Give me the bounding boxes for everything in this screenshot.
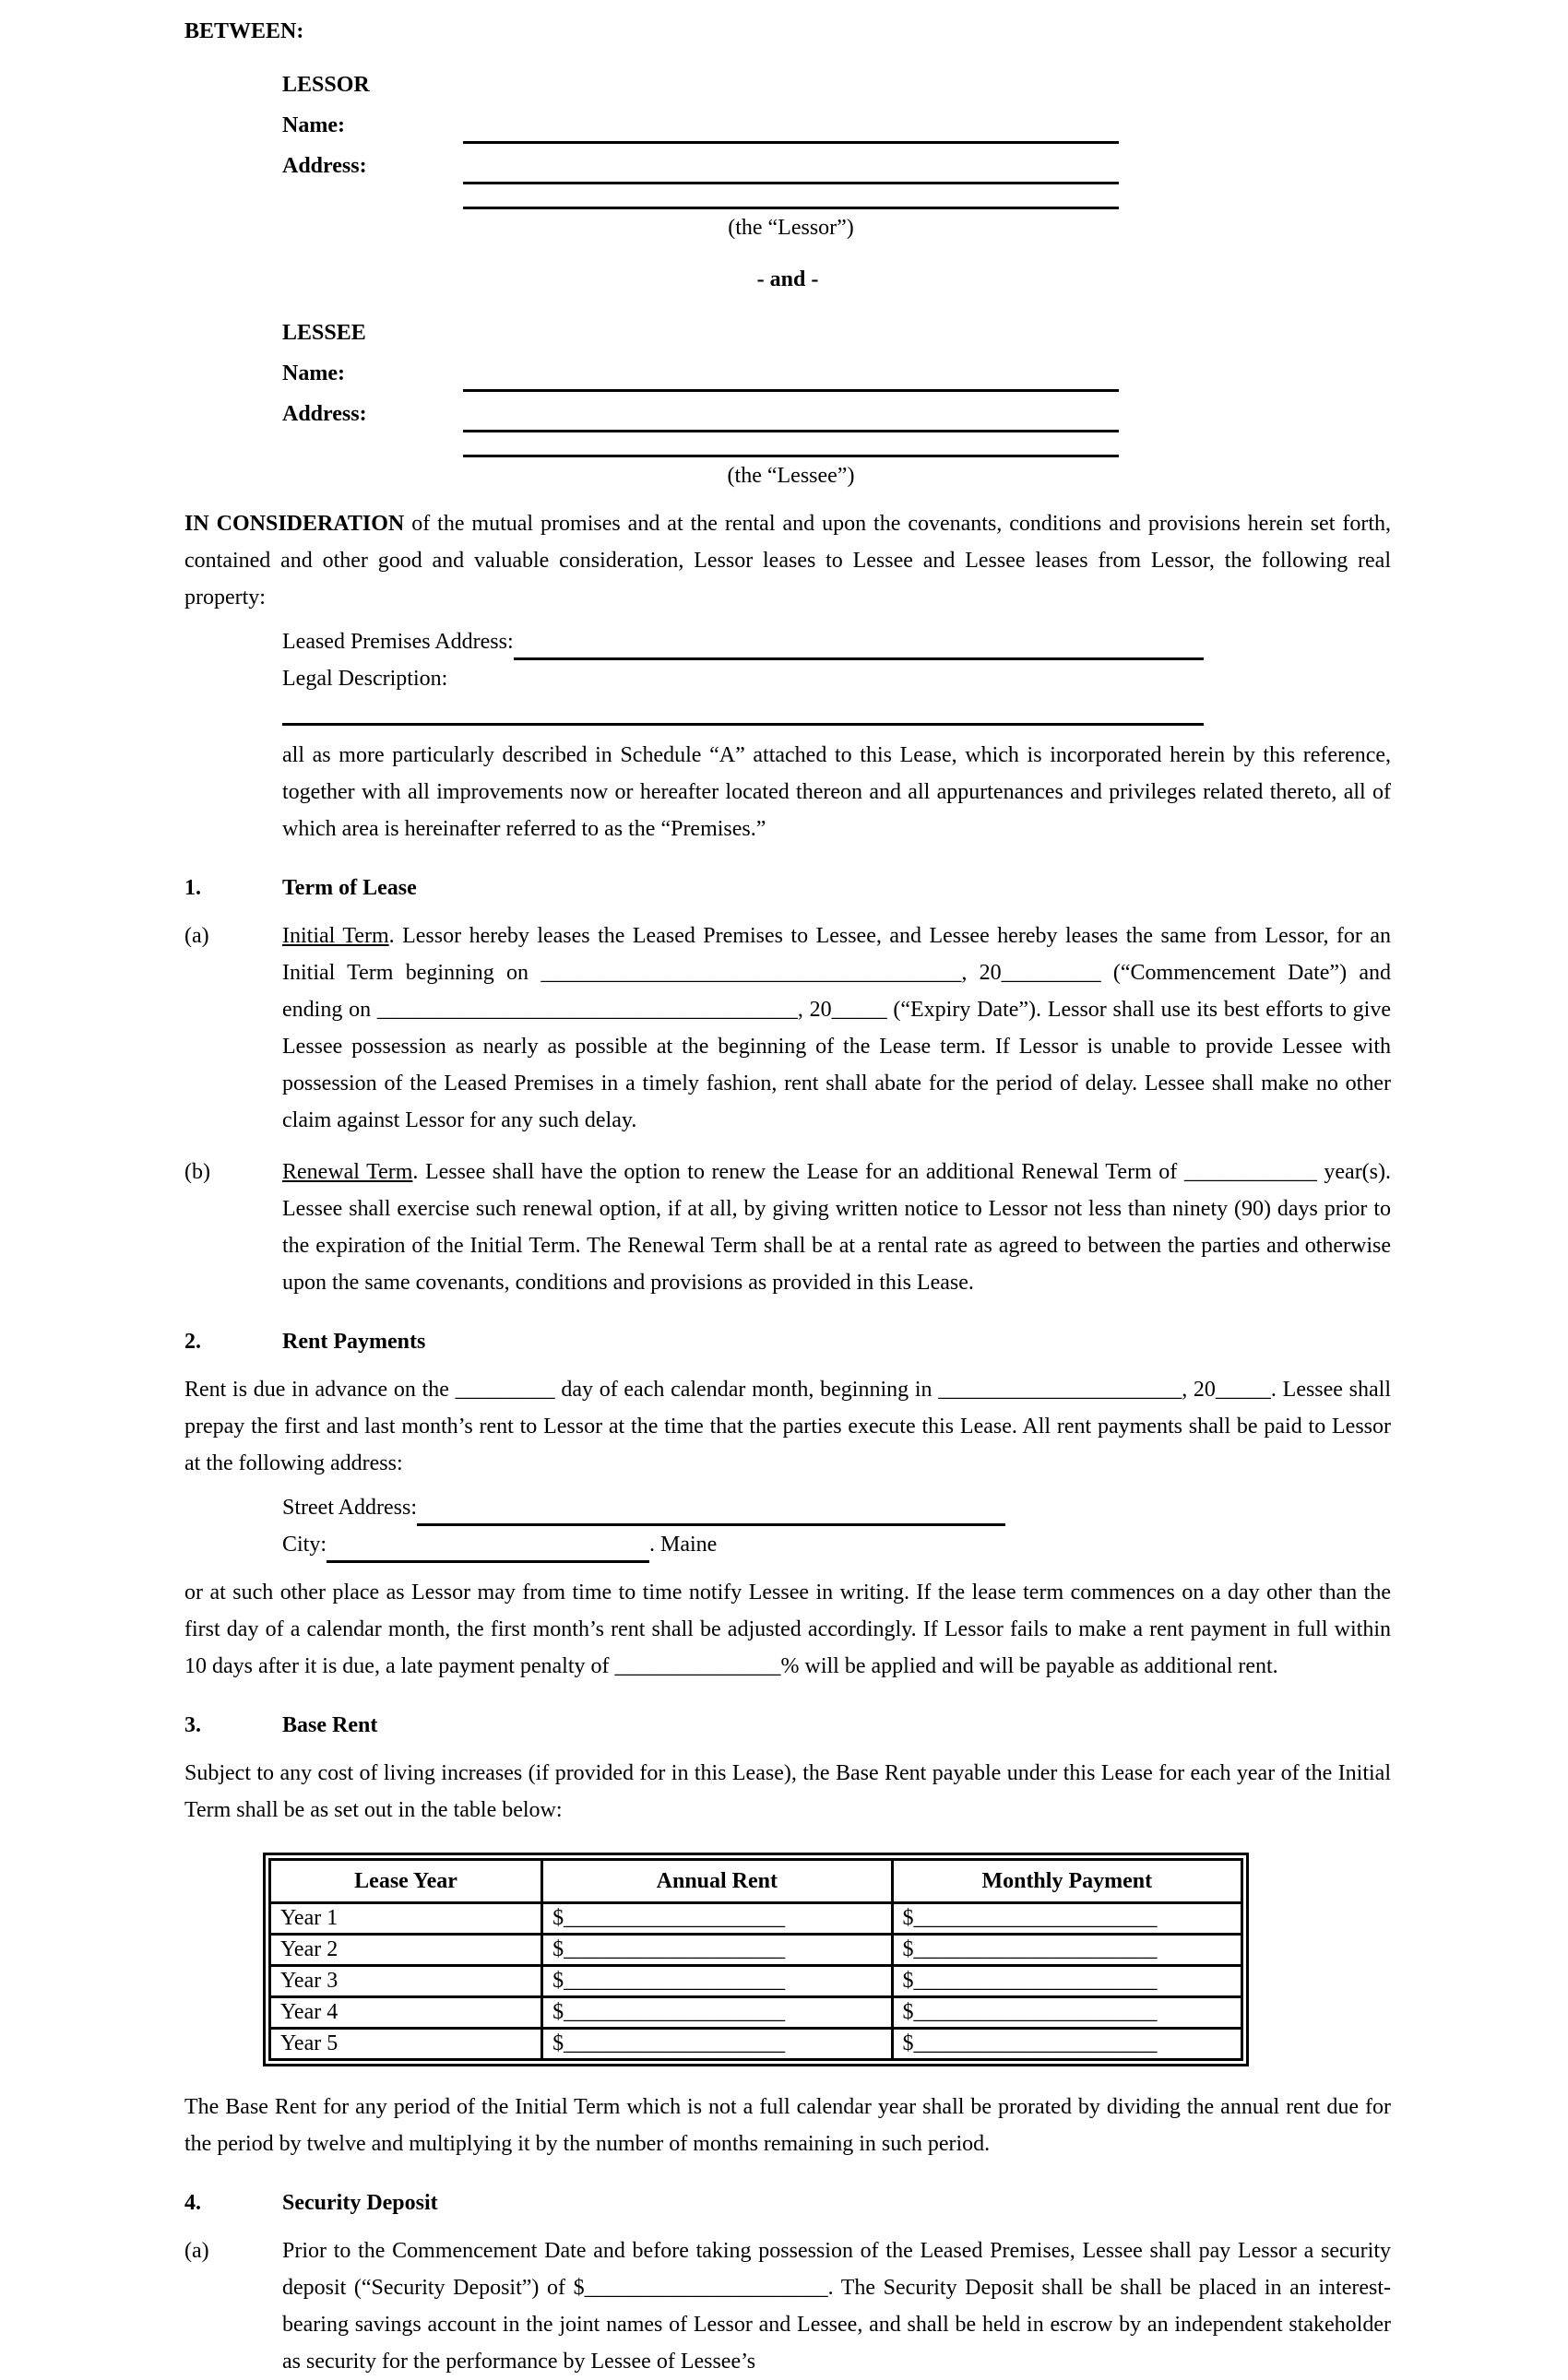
- lessee-name-label: Name:: [282, 361, 345, 385]
- lessor-name-fill-line[interactable]: [463, 107, 1119, 144]
- section-1-number: 1.: [184, 876, 201, 900]
- security-deposit-paragraph: Prior to the Commencement Date and before taking possession of the Leased Premises, Lessee shall pay Lessor a security deposit (“Security Deposit”) of $______________________. The Security Deposit shall be shall be placed in an interest-bearing savings account in the joint names of Lessor and Lessee, and shall be held in escrow by an independent stakeholder as security for the performance by Lessee of Lessee’s: [282, 2239, 1391, 2374]
- cell-annual-rent-blank[interactable]: $____________________: [542, 1966, 892, 1997]
- city-fill-line[interactable]: [327, 1526, 649, 1563]
- cell-monthly-payment-blank[interactable]: $______________________: [892, 1997, 1241, 2029]
- section-4-title: Security Deposit: [282, 2191, 438, 2215]
- lessor-name-label: Name:: [282, 113, 345, 137]
- table-row-year-2: [270, 1935, 1242, 1966]
- consideration-text: of the mutual promises and at the rental and upon the covenants, conditions and provisions herein set forth, contained and other good and valuable consideration, Lessor leases to Lessee and Lessee leases from Lessor, the following real property:: [184, 512, 1391, 610]
- rent-intro-paragraph: Rent is due in advance on the _________ day of each calendar month, beginning in ______________________, 20_____. Lessee shall prepay the first and last month’s rent to Lessor at the time that the parties execute this Lease. All rent payments shall be paid to Lessor at the following address:: [184, 1378, 1391, 1475]
- cell-annual-rent-blank[interactable]: $____________________: [542, 1903, 892, 1935]
- lessor-address-continuation-line[interactable]: [463, 184, 1119, 209]
- initial-term-text: . Lessor hereby leases the Leased Premises to Lessee, and Lessee hereby leases the same from Lessor, for an Initial Term beginning on ______________________________________, 20_________ (“Commencement Date”) and ending on ______________________________________, 20_____ (“Expiry Date”). Lessor shall use its best efforts to give Lessee possession as nearly as possible at the beginning of the Lease term. If Lessor is unable to provide Lessee with possession of the Leased Premises in a timely fashion, rent shall abate for the period of delay. Lessee shall make no other claim against Lessor for any such delay.: [282, 924, 1392, 1132]
- lessee-address-label: Address:: [282, 402, 367, 426]
- base-rent-intro-paragraph: Subject to any cost of living increases (if provided for in this Lease), the Base Rent payable under this Lease for each year of the Initial Term shall be as set out in the table below:: [184, 1761, 1391, 1822]
- section-4-item-a: [184, 2232, 1391, 2380]
- cell-monthly-payment-blank[interactable]: $______________________: [892, 1903, 1241, 1935]
- section-3-title: Base Rent: [282, 1713, 378, 1737]
- section-3-heading: [184, 1707, 1391, 1744]
- premises-address-label: Leased Premises Address:: [282, 630, 514, 654]
- cell-monthly-payment-blank[interactable]: $______________________: [892, 2029, 1241, 2060]
- section-2-title: Rent Payments: [282, 1330, 426, 1354]
- premises-address-row: [282, 623, 1204, 660]
- consideration-paragraph: [184, 505, 1391, 616]
- cell-year-label: Year 4: [270, 1997, 542, 2029]
- cell-year-label: Year 3: [270, 1966, 542, 1997]
- cell-year-label: Year 2: [270, 1935, 542, 1966]
- premises-description-paragraph: all as more particularly described in Schedule “A” attached to this Lease, which is incorporated herein by this reference, together with all improvements now or hereafter located thereon and all appurtenances and privileges related thereto, all of which area is hereinafter referred to as the “Premises.”: [282, 743, 1391, 841]
- renewal-term-text: . Lessee shall have the option to renew the Lease for an additional Renewal Term of ____________ year(s). Lessee shall exercise such renewal option, if at all, by giving written notice to Lessor not less than ninety (90) days prior to the expiration of the Initial Term. The Renewal Term shall be at a rental rate as agreed to between the parties and otherwise upon the same covenants, conditions and provisions as provided in this Lease.: [282, 1160, 1392, 1295]
- section-2-number: 2.: [184, 1330, 201, 1354]
- section-2-heading: [184, 1323, 1391, 1360]
- lessee-name-row: [282, 355, 1119, 392]
- section-4-number: 4.: [184, 2191, 201, 2215]
- cell-year-label: Year 5: [270, 2029, 542, 2060]
- header-annual-rent: Annual Rent: [542, 1860, 892, 1903]
- cell-annual-rent-blank[interactable]: $____________________: [542, 2029, 892, 2060]
- header-monthly-payment: Monthly Payment: [892, 1860, 1241, 1903]
- section-3-number: 3.: [184, 1713, 201, 1737]
- table-row-year-1: [270, 1903, 1242, 1935]
- lessee-designation: (the “Lessee”): [727, 464, 855, 488]
- legal-description-fill-line[interactable]: [282, 697, 1204, 726]
- cell-annual-rent-blank[interactable]: $____________________: [542, 1935, 892, 1966]
- city-label: City:: [282, 1533, 327, 1557]
- street-address-fill-line[interactable]: [417, 1489, 1005, 1526]
- cell-monthly-payment-blank[interactable]: $______________________: [892, 1966, 1241, 1997]
- cell-monthly-payment-blank[interactable]: $______________________: [892, 1935, 1241, 1966]
- item-a-label: (a): [184, 924, 209, 948]
- consideration-lead: IN CONSIDERATION: [184, 512, 405, 536]
- lessee-name-fill-line[interactable]: [463, 355, 1119, 392]
- prorate-paragraph: The Base Rent for any period of the Initial Term which is not a full calendar year shall be prorated by dividing the annual rent due for the period by twelve and multiplying it by the number of months remaining in such period.: [184, 2095, 1391, 2156]
- item-b-label: (b): [184, 1160, 210, 1184]
- legal-description-label: Legal Description:: [282, 667, 448, 691]
- city-row: [282, 1526, 1391, 1563]
- premises-address-fill-line[interactable]: [514, 623, 1204, 660]
- initial-term-lead: Initial Term: [282, 924, 389, 948]
- item-a-label: (a): [184, 2239, 209, 2263]
- street-address-row: [282, 1489, 1005, 1526]
- section-1-item-b: [184, 1154, 1391, 1301]
- table-row-year-4: [270, 1997, 1242, 2029]
- base-rent-table: [263, 1853, 1249, 2066]
- lessor-name-row: [282, 107, 1119, 144]
- header-lease-year: Lease Year: [270, 1860, 542, 1903]
- item-b-paragraph: [282, 1154, 1391, 1301]
- street-address-label: Street Address:: [282, 1496, 417, 1520]
- cell-year-label: Year 1: [270, 1903, 542, 1935]
- section-4-heading: [184, 2185, 1391, 2221]
- lessor-address-label: Address:: [282, 154, 367, 178]
- renewal-term-lead: Renewal Term: [282, 1160, 413, 1184]
- lessee-address-row: [282, 396, 1119, 432]
- lessor-heading: LESSOR: [282, 73, 370, 97]
- table-row-year-5: [270, 2029, 1242, 2060]
- lessee-address-continuation-line[interactable]: [463, 432, 1119, 457]
- city-state-suffix: . Maine: [649, 1533, 718, 1557]
- lessee-heading: LESSEE: [282, 321, 366, 345]
- and-separator: - and -: [756, 267, 819, 291]
- lessee-address-fill-line[interactable]: [463, 396, 1119, 432]
- table-header-row: [270, 1860, 1242, 1903]
- rent-outro-paragraph: or at such other place as Lessor may from time to time notify Lessee in writing. If the lease term commences on a day other than the first day of a calendar month, the first month’s rent shall be adjusted accordingly. If Lessor fails to make a rent payment in full within 10 days after it is due, a late payment penalty of _______________% will be applied and will be payable as additional rent.: [184, 1581, 1391, 1678]
- lessor-address-row: [282, 148, 1119, 184]
- between-label: BETWEEN:: [184, 19, 304, 43]
- table-row-year-3: [270, 1966, 1242, 1997]
- lessor-address-fill-line[interactable]: [463, 148, 1119, 184]
- section-1-heading: [184, 870, 1391, 906]
- section-1-title: Term of Lease: [282, 876, 417, 900]
- item-a-paragraph: [282, 918, 1391, 1139]
- section-1-item-a: [184, 918, 1391, 1139]
- lessor-designation: (the “Lessor”): [728, 216, 854, 240]
- cell-annual-rent-blank[interactable]: $____________________: [542, 1997, 892, 2029]
